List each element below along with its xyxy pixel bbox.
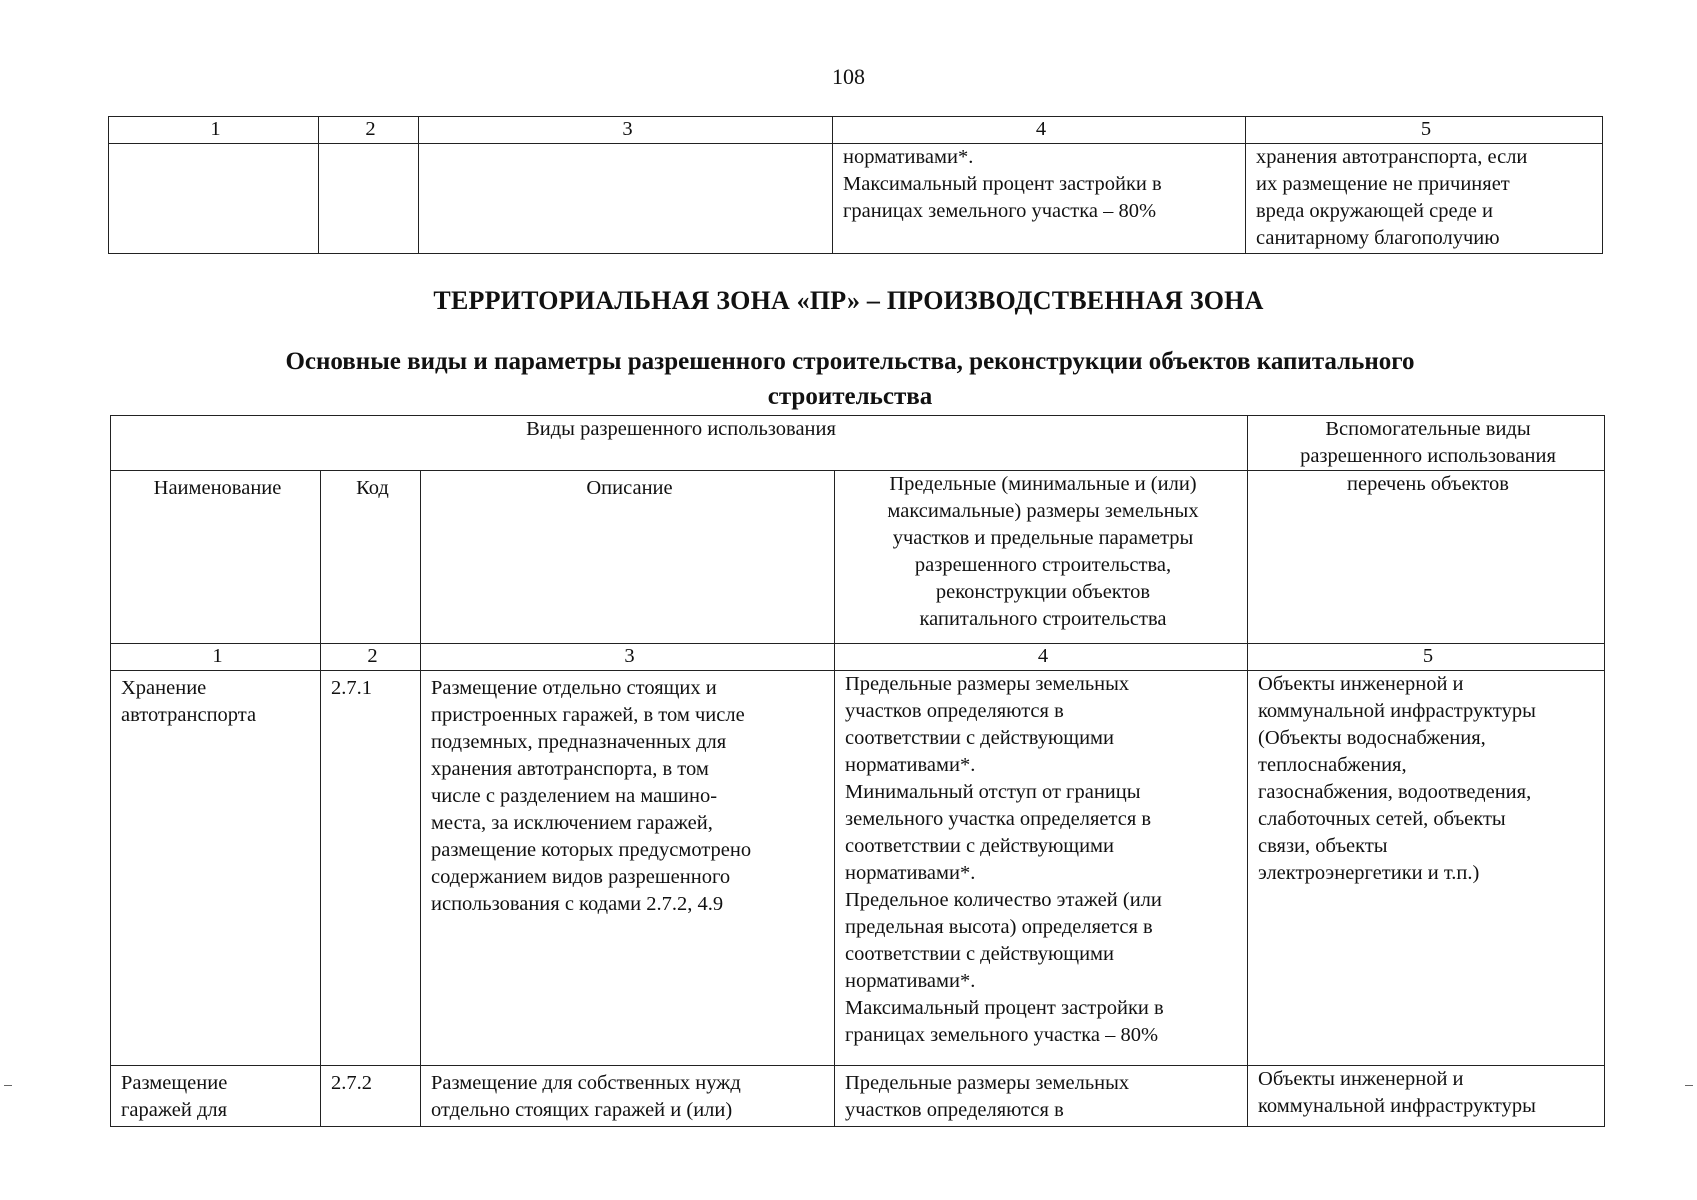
- code-cell: [319, 144, 419, 254]
- text-line: Объекты инженерной и: [1258, 1068, 1464, 1090]
- column-number: 5: [1246, 117, 1603, 144]
- text-line: соответствии с действующими: [845, 727, 1114, 749]
- text-line: капитального строительства: [919, 608, 1167, 630]
- margin-mark-right: [1685, 1085, 1693, 1086]
- text-line: нормативами*.: [845, 754, 976, 776]
- code-cell: 2.7.1: [321, 671, 421, 1066]
- column-header-params: [835, 471, 1248, 644]
- objects-cell: [1248, 1066, 1605, 1127]
- text-line: разрешенного строительства,: [914, 554, 1172, 576]
- column-number: 4: [835, 644, 1248, 671]
- text-line: Объекты инженерной и: [1258, 673, 1464, 695]
- text-line: земельного участка определяется в: [845, 808, 1152, 830]
- margin-mark-left: [4, 1085, 12, 1086]
- code-cell: 2.7.2: [321, 1066, 421, 1127]
- text-line: числе с разделением на машино-: [431, 785, 718, 807]
- name-cell: [111, 671, 321, 1066]
- text-line: Максимальный процент застройки в: [843, 173, 1162, 195]
- section-title: [200, 344, 1500, 414]
- text-line: Вспомогательные виды: [1325, 418, 1531, 440]
- text-line: реконструкции объектов: [935, 581, 1151, 603]
- description-cell: [419, 144, 833, 254]
- text-line: теплоснабжения,: [1258, 754, 1407, 776]
- column-header-code: Код: [321, 471, 421, 644]
- table-row: [111, 1066, 1605, 1127]
- column-number: 4: [833, 117, 1246, 144]
- text-line: Предельное количество этажей (или: [845, 889, 1162, 911]
- text-line: участков определяются в: [845, 700, 1064, 722]
- text-line: Хранение: [121, 677, 207, 699]
- text-line: Максимальный процент застройки в: [845, 997, 1164, 1019]
- text-line: соответствии с действующими: [845, 835, 1114, 857]
- aux-header: [1248, 416, 1605, 471]
- text-line: коммунальной инфраструктуры: [1258, 700, 1536, 722]
- text-line: границах земельного участка – 80%: [843, 200, 1157, 222]
- text-line: санитарному благополучию: [1256, 227, 1500, 249]
- table-row: [111, 671, 1605, 1066]
- text-line: использования с кодами 2.7.2, 4.9: [431, 893, 724, 915]
- group-header-row: [111, 416, 1605, 471]
- text-line: границах земельного участка – 80%: [845, 1024, 1159, 1046]
- text-line: участков определяются в: [845, 1099, 1064, 1121]
- text-line: газоснабжения, водоотведения,: [1258, 781, 1532, 803]
- text-line: нормативами*.: [843, 146, 974, 168]
- text-line: размещение которых предусмотрено: [431, 839, 752, 861]
- text-line: вреда окружающей среде и: [1256, 200, 1493, 222]
- text-line: гаражей для: [121, 1099, 228, 1121]
- text-line: Предельные (минимальные и (или): [889, 473, 1197, 495]
- text-line: нормативами*.: [845, 862, 976, 884]
- section-title-line: строительства: [767, 383, 933, 410]
- text-line: слаботочных сетей, объекты: [1258, 808, 1506, 830]
- column-header-name: Наименование: [111, 471, 321, 644]
- column-number: 3: [419, 117, 833, 144]
- text-line: Минимальный отступ от границы: [845, 781, 1141, 803]
- text-line: автотранспорта: [121, 704, 257, 726]
- column-number: 1: [109, 117, 319, 144]
- text-line: связи, объекты: [1258, 835, 1388, 857]
- column-number-row: [111, 644, 1605, 671]
- params-cell: [835, 1066, 1248, 1127]
- text-line: соответствии с действующими: [845, 943, 1114, 965]
- text-line: (Объекты водоснабжения,: [1258, 727, 1486, 749]
- text-line: Размещение: [121, 1072, 228, 1094]
- text-line: Предельные размеры земельных: [845, 673, 1130, 695]
- column-number: 5: [1248, 644, 1605, 671]
- column-number: 2: [321, 644, 421, 671]
- page-number: 108: [832, 64, 865, 89]
- params-cell: [835, 671, 1248, 1066]
- text-line: хранения автотранспорта, в том: [431, 758, 709, 780]
- text-line: предельная высота) определяется в: [845, 916, 1153, 938]
- column-header-description: Описание: [421, 471, 835, 644]
- text-line: подземных, предназначенных для: [431, 731, 727, 753]
- text-line: нормативами*.: [845, 970, 976, 992]
- column-number-row: [109, 117, 1603, 144]
- objects-cell: [1246, 144, 1603, 254]
- name-cell: [111, 1066, 321, 1127]
- text-line: разрешенного использования: [1300, 445, 1556, 467]
- text-line: содержанием видов разрешенного: [431, 866, 731, 888]
- text-line: Размещение для собственных нужд: [431, 1072, 741, 1094]
- text-line: хранения автотранспорта, если: [1256, 146, 1528, 168]
- text-line: коммунальной инфраструктуры: [1258, 1095, 1536, 1117]
- objects-cell: [1248, 671, 1605, 1066]
- text-line: электроэнергетики и т.п.): [1258, 862, 1480, 884]
- text-line: участков и предельные параметры: [892, 527, 1194, 549]
- section-title-line: Основные виды и параметры разрешенного строительства, реконструкции объектов капитального: [285, 348, 1415, 375]
- params-cell: [833, 144, 1246, 254]
- text-line: пристроенных гаражей, в том числе: [431, 704, 745, 726]
- description-cell: [421, 671, 835, 1066]
- text-line: места, за исключением гаражей,: [431, 812, 713, 834]
- group-header: Виды разрешенного использования: [111, 416, 1248, 471]
- name-cell: [109, 144, 319, 254]
- text-line: отдельно стоящих гаражей и (или): [431, 1099, 733, 1121]
- zone-title: ТЕРРИТОРИАЛЬНАЯ ЗОНА «ПР» – ПРОИЗВОДСТВЕННАЯ ЗОНА: [433, 286, 1264, 315]
- column-number: 3: [421, 644, 835, 671]
- column-number: 2: [319, 117, 419, 144]
- description-cell: [421, 1066, 835, 1127]
- table-row: [109, 144, 1603, 254]
- text-line: Предельные размеры земельных: [845, 1072, 1130, 1094]
- text-line: максимальные) размеры земельных: [887, 500, 1199, 522]
- text-line: Размещение отдельно стоящих и: [431, 677, 717, 699]
- text-line: их размещение не причиняет: [1256, 173, 1510, 195]
- column-header-objects: перечень объектов: [1248, 471, 1605, 644]
- permitted-use-table: [110, 415, 1605, 1127]
- continuation-table: [108, 116, 1603, 254]
- column-number: 1: [111, 644, 321, 671]
- column-header-row: [111, 471, 1605, 644]
